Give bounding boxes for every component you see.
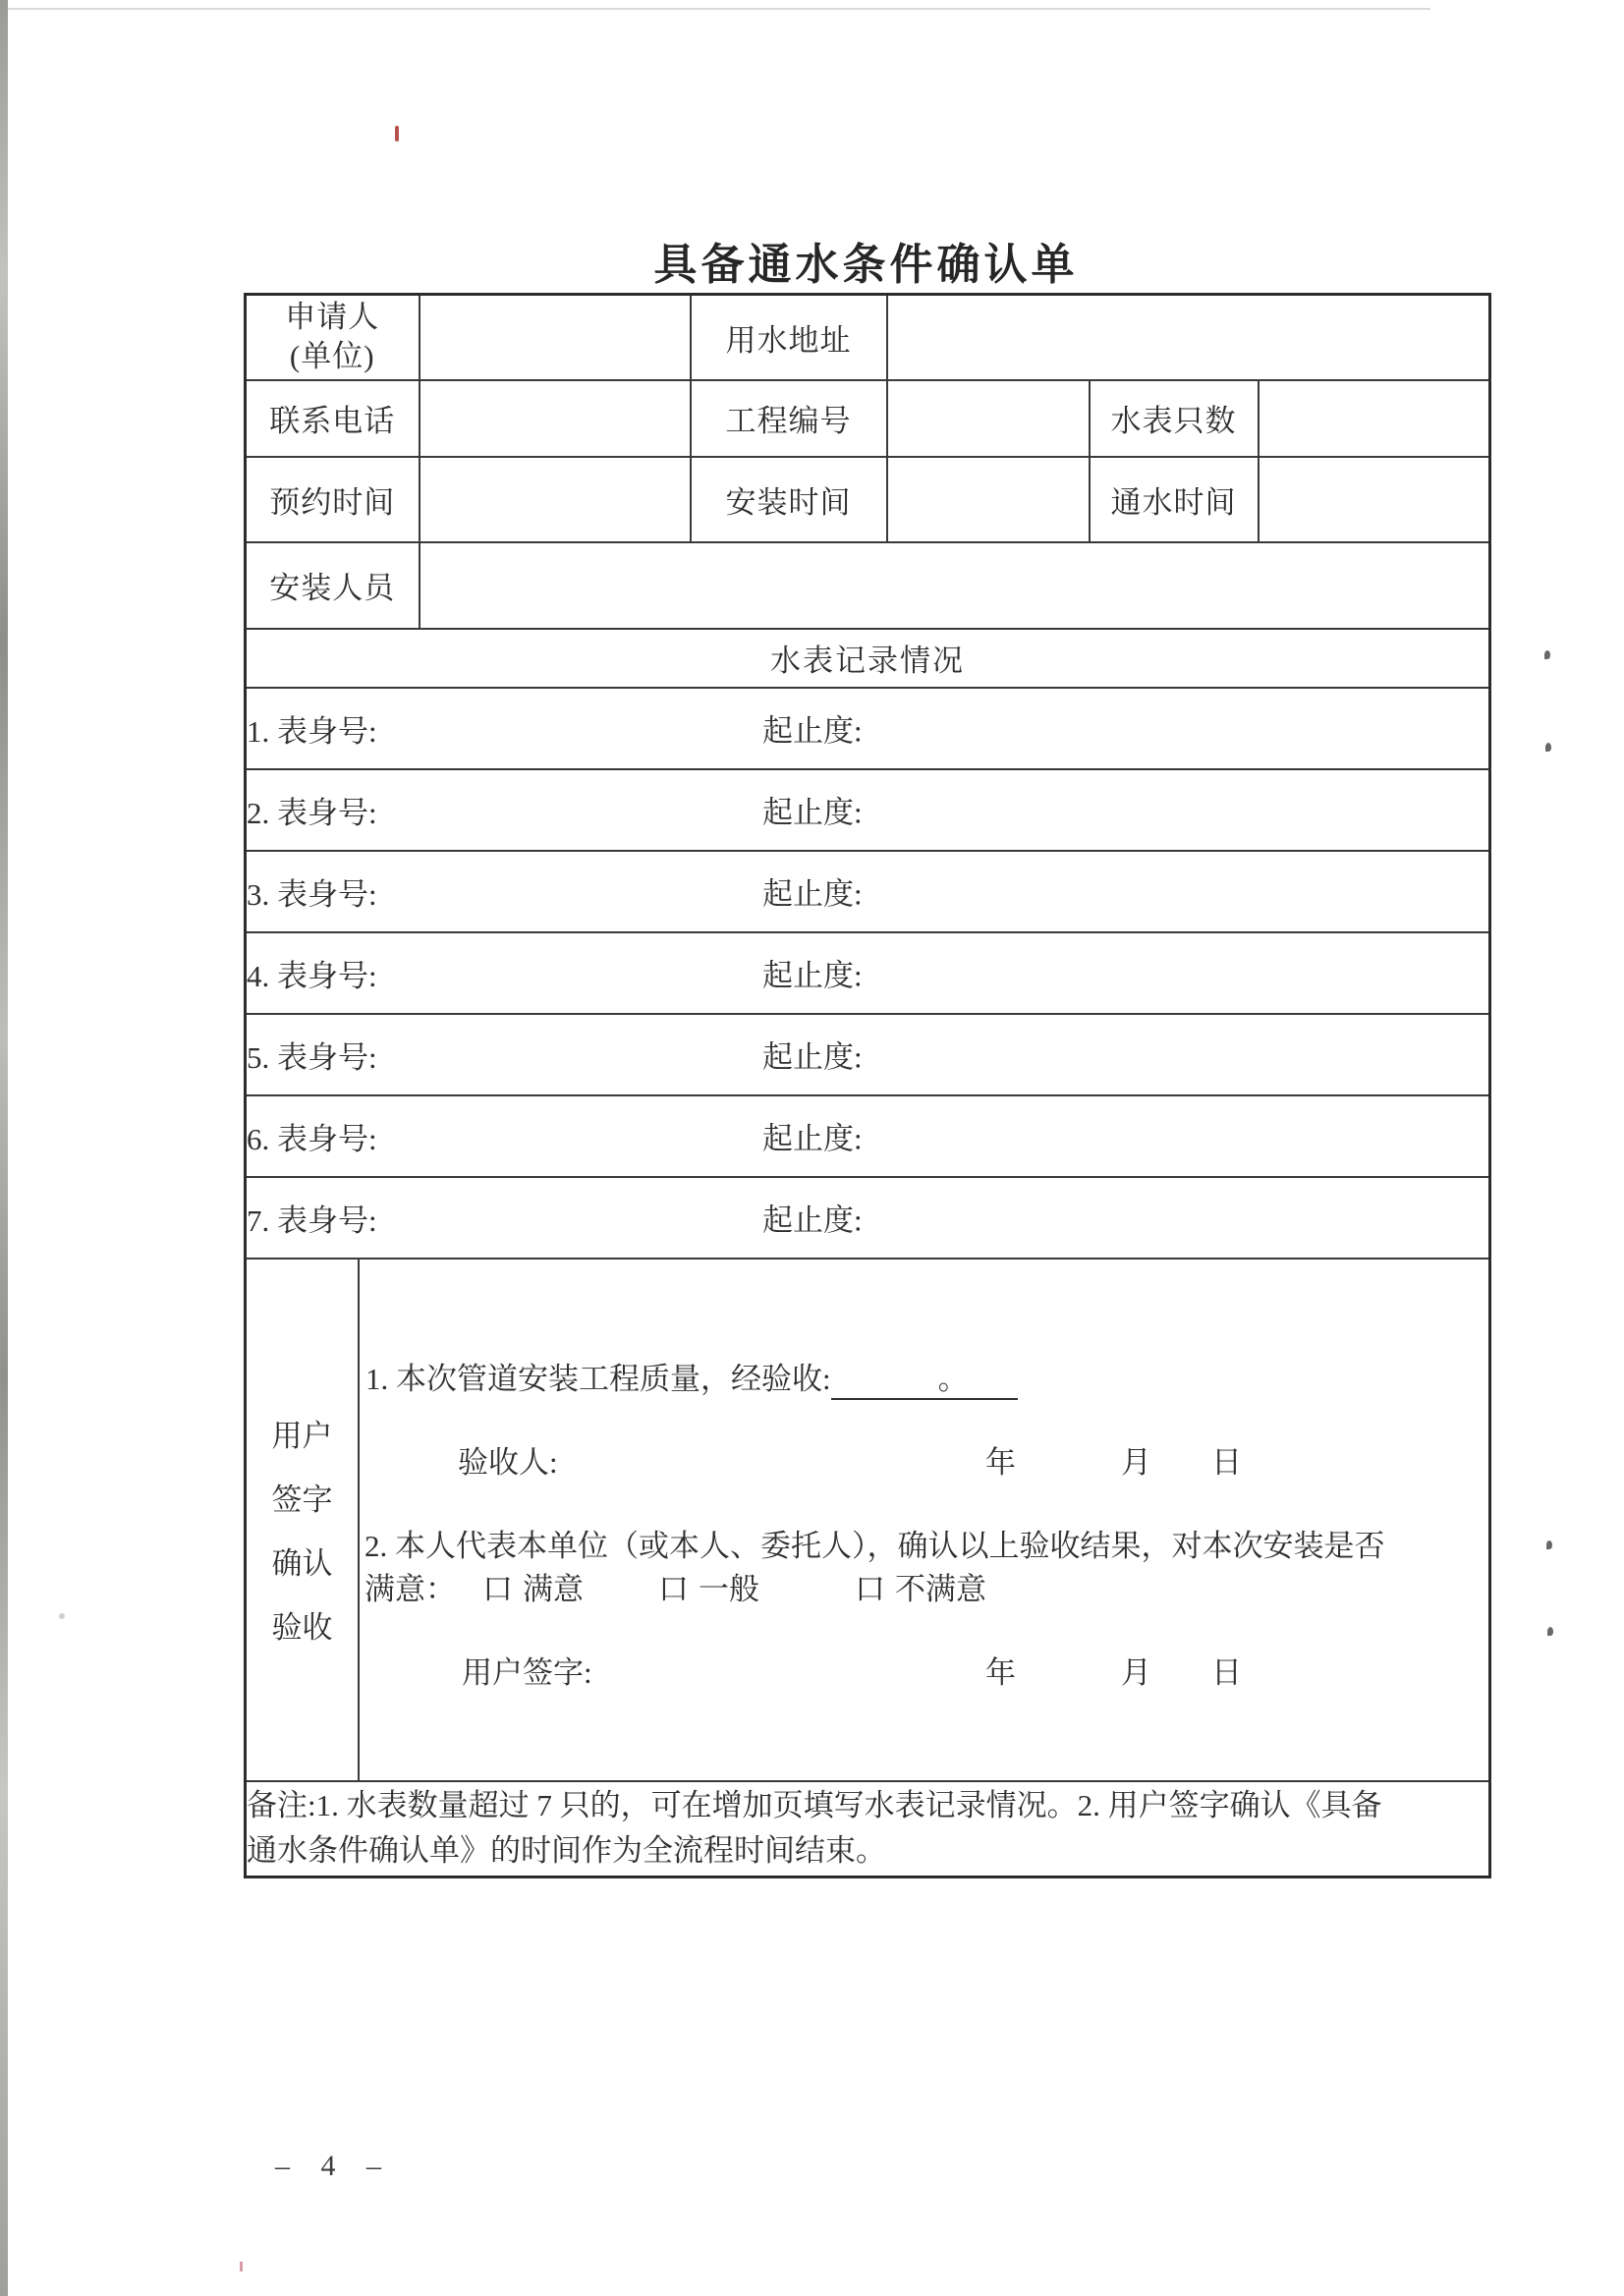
meter-no-label: 3. 表身号: <box>247 876 377 912</box>
option-unsatisfied-label: 不满意 <box>895 1571 986 1606</box>
signature-section <box>247 1260 1488 1780</box>
row-meter-section-header <box>246 629 1490 688</box>
side-label-line: 签字 <box>271 1483 333 1517</box>
checkbox-icon: 口 <box>482 1571 513 1606</box>
meter-no-label: 4. 表身号: <box>247 958 377 993</box>
contact-phone-value-cell <box>420 380 691 457</box>
row-applicant <box>246 295 1490 380</box>
meter-row <box>246 1095 1490 1177</box>
water-on-time-label: 通水时间 <box>1090 457 1259 542</box>
row-signature-section <box>246 1259 1490 1781</box>
signature-side-label <box>247 1260 360 1780</box>
month-label: 月 <box>1121 1444 1151 1480</box>
acceptance-item1-period: 。 <box>937 1361 969 1396</box>
scan-speck <box>1546 1540 1552 1549</box>
year-label: 年 <box>985 1654 1016 1690</box>
applicant-label <box>246 295 420 380</box>
meter-no-label: 5. 表身号: <box>247 1039 377 1075</box>
checkbox-icon: 口 <box>855 1571 885 1606</box>
meter-reading-label: 起止度: <box>762 1039 863 1075</box>
contact-phone-label: 联系电话 <box>246 380 420 457</box>
appointment-time-label: 预约时间 <box>246 457 420 542</box>
meter-row <box>246 769 1490 851</box>
meter-no-label: 2. 表身号: <box>247 795 377 830</box>
water-address-value-cell <box>887 295 1490 380</box>
acceptance-result-blank <box>831 1354 1018 1400</box>
page-title: 具备通水条件确认单 <box>653 241 1079 289</box>
meter-reading-label: 起止度: <box>762 1203 863 1238</box>
meter-row <box>246 1014 1490 1095</box>
water-address-label: 用水地址 <box>691 295 887 380</box>
note-line2: 通水条件确认单》的时间作为全流程时间结束。 <box>247 1833 886 1869</box>
meter-row <box>246 688 1490 769</box>
meter-reading-label: 起止度: <box>762 1121 863 1156</box>
year-label: 年 <box>985 1444 1016 1480</box>
signature-content <box>360 1260 1488 1780</box>
installer-label: 安装人员 <box>246 542 420 629</box>
confirm-item2-line1: 2. 本人代表本单位（或本人、委托人），确认以上验收结果，对本次安装是否 <box>364 1528 1385 1563</box>
applicant-label-line1: 申请人 <box>285 300 380 335</box>
install-time-value-cell <box>887 457 1090 542</box>
option-satisfied-label: 满意 <box>523 1571 584 1606</box>
row-installer <box>246 542 1490 629</box>
scan-speck <box>1544 650 1550 659</box>
meter-row <box>246 1177 1490 1259</box>
scan-speck <box>59 1613 65 1619</box>
scan-speck <box>240 2262 243 2271</box>
page-number: – 4 – <box>275 2150 393 2182</box>
notes-cell <box>246 1781 1490 1877</box>
scan-speck <box>1547 1627 1553 1636</box>
meter-reading-label: 起止度: <box>762 958 863 993</box>
meter-section-header: 水表记录情况 <box>246 629 1490 688</box>
user-sign-label: 用户签字: <box>462 1654 592 1690</box>
side-label-line: 用户 <box>271 1419 333 1453</box>
meter-reading-label: 起止度: <box>762 713 863 749</box>
satisfaction-prefix: 满意： <box>364 1571 456 1606</box>
meter-row <box>246 932 1490 1014</box>
meter-count-value-cell <box>1259 380 1490 457</box>
meter-no-label: 6. 表身号: <box>247 1121 377 1156</box>
day-label: 日 <box>1211 1444 1242 1480</box>
project-no-value-cell <box>887 380 1090 457</box>
option-unsatisfied <box>855 1564 986 1608</box>
row-notes <box>246 1781 1490 1877</box>
meter-count-label: 水表只数 <box>1090 380 1259 457</box>
checkbox-icon: 口 <box>658 1571 689 1606</box>
scan-edge-strip <box>0 0 8 2296</box>
acceptance-item1 <box>365 1354 1018 1400</box>
install-time-label: 安装时间 <box>691 457 887 542</box>
scan-edge-line <box>8 8 1430 10</box>
scan-speck <box>395 126 399 141</box>
side-label-line: 验收 <box>271 1610 333 1645</box>
row-times <box>246 457 1490 542</box>
scan-speck <box>1545 743 1551 752</box>
applicant-value-cell <box>420 295 691 380</box>
option-neutral-label: 一般 <box>699 1571 759 1606</box>
day-label: 日 <box>1211 1654 1242 1690</box>
month-label: 月 <box>1121 1654 1151 1690</box>
installer-value-cell <box>420 542 1490 629</box>
acceptance-item1-text: 1. 本次管道安装工程质量，经验收: <box>365 1361 831 1396</box>
water-on-time-value-cell <box>1259 457 1490 542</box>
row-contact <box>246 380 1490 457</box>
note-line1: 备注:1. 水表数量超过 7 只的，可在增加页填写水表记录情况。2. 用户签字确认《具备 <box>247 1788 1382 1823</box>
acceptor-label: 验收人: <box>458 1444 558 1480</box>
meter-reading-label: 起止度: <box>762 876 863 912</box>
option-neutral <box>658 1564 759 1608</box>
meter-no-label: 7. 表身号: <box>247 1203 377 1238</box>
option-satisfied <box>482 1564 584 1608</box>
applicant-label-line2: (单位) <box>289 339 375 374</box>
meter-reading-label: 起止度: <box>762 795 863 830</box>
appointment-time-value-cell <box>420 457 691 542</box>
project-no-label: 工程编号 <box>691 380 887 457</box>
water-supply-confirmation-table <box>244 293 1491 1878</box>
side-label-line: 确认 <box>271 1546 333 1581</box>
meter-no-label: 1. 表身号: <box>247 713 377 749</box>
meter-row <box>246 851 1490 932</box>
